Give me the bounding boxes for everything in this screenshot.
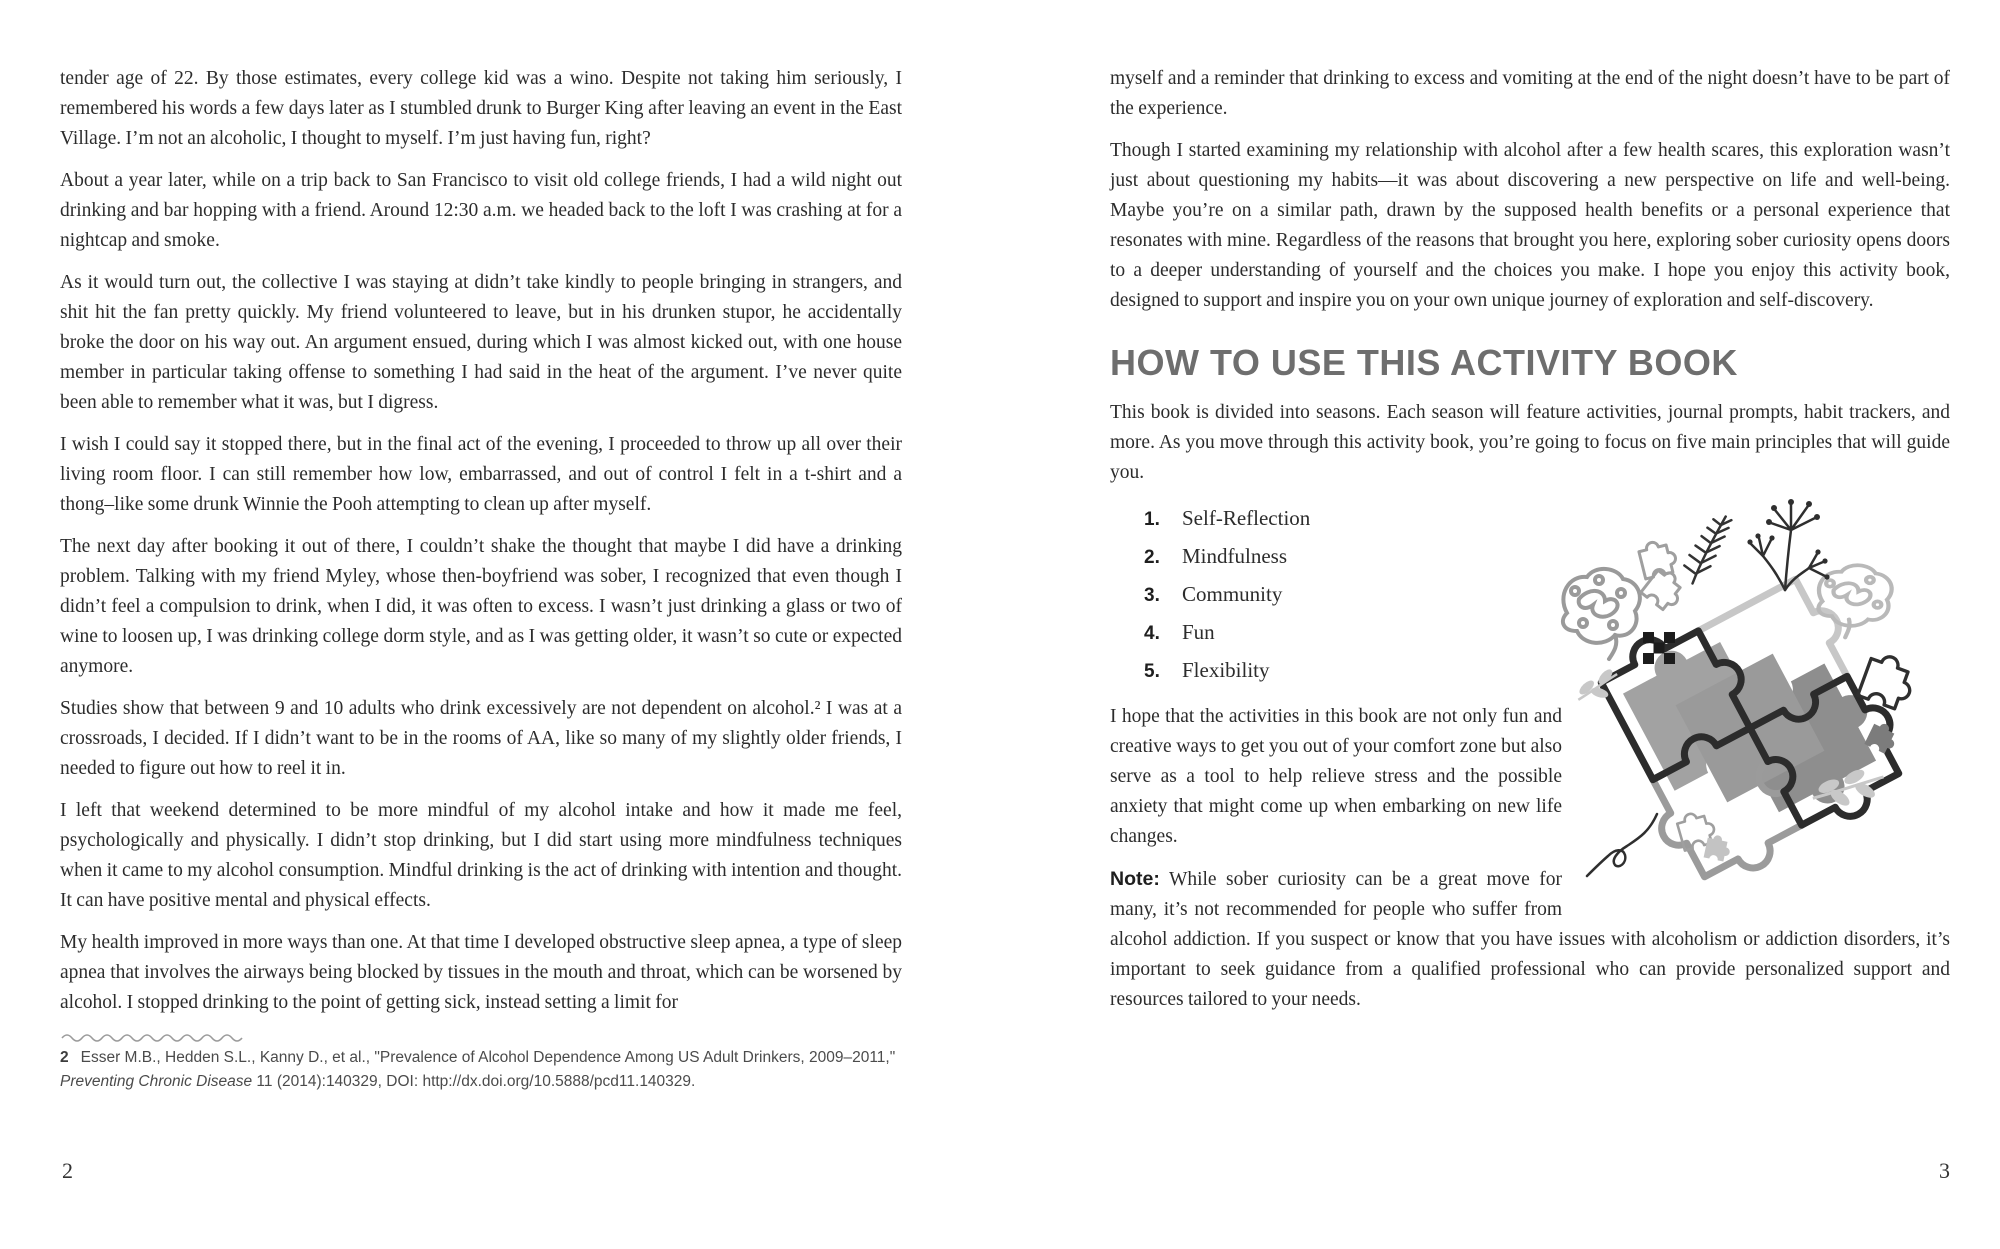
paragraph: Studies show that between 9 and 10 adults who drink excessively are not dependent on alcohol.² I was at a crossroads, I decided. If I didn’t want to be in the rooms of AA, like so many of my slightly older friends, I needed to figure out how to reel it in. [60, 698, 902, 779]
note-text: While sober curiosity can be a great move for many, it’s not recommended for people who suffer from alcohol addiction. If you suspect or know that you have issues with alcoholism or addiction disorders, it’s important to seek guidance from a qualified professional who can provide personalized support and resources tailored to your needs. [1110, 869, 1950, 1010]
fern-doodle [1683, 513, 1732, 587]
left-page [60, 64, 902, 1094]
swoosh-doodle [1587, 814, 1657, 876]
note-label: Note: [1110, 868, 1160, 890]
small-puzzle-piece-right [1858, 651, 1919, 712]
principle-label: Self-Reflection [1182, 506, 1311, 530]
small-puzzle-pieces-topleft [1637, 538, 1688, 614]
hope-paragraph: I hope that the activities in this book are not only fun and creative ways to get you out of your comfort zone but also serve as a tool to help relieve stress and the possible anxiety that might come up when embarking on new life changes. [1110, 706, 1562, 847]
paragraph: My health improved in more ways than one. At that time I developed obstructive sleep apnea, a type of sleep apnea that involves the airways being blocked by tissues in the mouth and throat, which can be worsened by alcohol. I stopped drinking to the point of getting sick, instead setting a limit for [60, 932, 902, 1013]
seed-head-doodle [1747, 499, 1829, 590]
footnote-text [60, 1046, 902, 1094]
principle-label: Mindfulness [1182, 544, 1287, 568]
page-number-right: 3 [1939, 1158, 1950, 1183]
paragraph: tender age of 22. By those estimates, every college kid was a wino. Despite not taking him seriously, I remembered his words a few days later as I stumbled drunk to Burger King after leaving an event in the East Village. I’m not an alcoholic, I thought to myself. I’m just having fun, right? [60, 68, 902, 149]
puzzle-doodle-illustration [1525, 480, 1995, 900]
principle-label: Flexibility [1182, 658, 1270, 682]
principle-number: 4. [1144, 623, 1160, 644]
principle-label: Community [1182, 582, 1283, 606]
section-heading: HOW TO USE THIS ACTIVITY BOOK [1110, 342, 1738, 383]
section-intro-paragraph: This book is divided into seasons. Each season will feature activities, journal prompts, habit trackers, and more. As you move through this activity book, you’re going to focus on five main principles that will guide you. [1110, 402, 1950, 483]
paragraph: I left that weekend determined to be more mindful of my alcohol intake and how it made me feel, psychologically and physically. I didn’t stop drinking, but I did start using more mindfulness techniques when it came to my alcohol consumption. Mindful drinking is the act of drinking with intention and thought. It can have positive mental and physical effects. [60, 800, 902, 911]
footnote-citation-start: Esser M.B., Hedden S.L., Kanny D., et al., "Prevalence of Alcohol Dependence Among US Adult Drinkers, 2009–2011," [80, 1049, 896, 1066]
principle-number: 5. [1144, 661, 1160, 682]
footnote-squiggle-rule [60, 1032, 250, 1042]
page-number-left: 2 [62, 1158, 73, 1183]
paragraph: About a year later, while on a trip back to San Francisco to visit old college friends, I had a wild night out drinking and bar hopping with a friend. Around 12:30 a.m. we headed back to the loft I was crashing at for a nightcap and smoke. [60, 170, 902, 251]
brain-doodle-left [1563, 569, 1640, 659]
right-page [1110, 64, 1950, 1015]
footnote-marker: 2 [60, 1049, 69, 1066]
paragraph: The next day after booking it out of there, I couldn’t shake the thought that maybe I did have a drinking problem. Talking with my friend Myley, whose then-boyfriend was sober, I recognized that even though I didn’t feel a compulsion to drink, when I did, it was often to excess. I wasn’t just drinking a glass or two of wine to loosen up, I was drinking college dorm style, and as I was getting older, it wasn’t so cute or expected anymore. [60, 536, 902, 677]
principle-number: 2. [1144, 547, 1160, 568]
principle-label: Fun [1182, 620, 1215, 644]
paragraph: As it would turn out, the collective I was staying at didn’t take kindly to people bringing in strangers, and shit hit the fan pretty quickly. My friend volunteered to leave, but in his drunken stupor, he accidentally broke the door on his way out. An argument ensued, during which I was almost kicked out, with one house member in particular taking offense to something I had said in the heat of the argument. I’ve never quite been able to remember what it was, but I digress. [60, 272, 902, 413]
footnote-journal-title: Preventing Chronic Disease [60, 1073, 253, 1090]
illustration-area [1570, 500, 1950, 900]
footnote-citation-end: 11 (2014):140329, DOI: http://dx.doi.org/10.5888/pcd11.140329. [252, 1073, 696, 1090]
principle-number: 1. [1144, 509, 1160, 530]
footnote [60, 1032, 902, 1094]
paragraph: I wish I could say it stopped there, but in the final act of the evening, I proceeded to throw up all over their living room floor. I can still remember how low, embarrassed, and out of control I felt in a t-shirt and a thong–like some drunk Winnie the Pooh attempting to clean up after myself. [60, 434, 902, 515]
paragraph: Though I started examining my relationship with alcohol after a few health scares, this exploration wasn’t just about questioning my habits—it was about discovering a new perspective on life and well-being. Maybe you’re on a similar path, drawn by the supposed health benefits or a personal experience that resonates with mine. Regardless of the reasons that brought you here, exploring sober curiosity opens doors to a deeper understanding of yourself and the choices you make. I hope you enjoy this activity book, designed to support and inspire you on your own unique journey of exploration and self-discovery. [1110, 140, 1950, 311]
puzzle-cluster [1578, 556, 1922, 900]
paragraph: myself and a reminder that drinking to excess and vomiting at the end of the night doesn’t have to be part of the experience. [1110, 68, 1950, 119]
principle-number: 3. [1144, 585, 1160, 606]
